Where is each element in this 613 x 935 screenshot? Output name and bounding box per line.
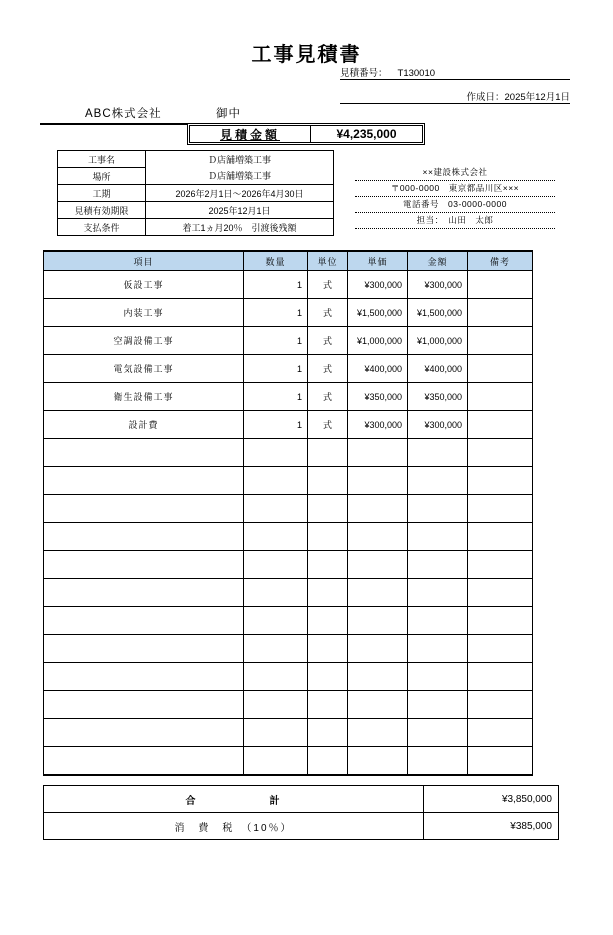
cell-note <box>468 271 533 299</box>
table-row <box>44 411 533 439</box>
info-row <box>58 219 334 236</box>
cell-price <box>348 523 408 551</box>
project-info-table <box>57 150 334 236</box>
info-row <box>58 151 334 168</box>
cell-item <box>44 607 244 635</box>
cell-qty <box>244 579 308 607</box>
cell-amount <box>408 747 468 776</box>
cell-unit <box>308 607 348 635</box>
cell-note <box>468 495 533 523</box>
info-value: 2025年12月1日 <box>146 202 334 219</box>
cell-amount: ¥350,000 <box>408 383 468 411</box>
cell-unit <box>308 691 348 719</box>
cell-amount <box>408 719 468 747</box>
table-row <box>44 299 533 327</box>
info-row <box>58 168 334 185</box>
cell-price: ¥1,500,000 <box>348 299 408 327</box>
cell-price: ¥350,000 <box>348 383 408 411</box>
cell-note <box>468 439 533 467</box>
cell-amount <box>408 579 468 607</box>
cell-unit: 式 <box>308 299 348 327</box>
table-row <box>44 635 533 663</box>
cell-price <box>348 579 408 607</box>
cell-qty: 1 <box>244 383 308 411</box>
cell-note <box>468 691 533 719</box>
cell-qty <box>244 747 308 776</box>
cell-qty <box>244 439 308 467</box>
cell-note <box>468 551 533 579</box>
cell-amount <box>408 663 468 691</box>
vendor-contact: 担当： 山田 太郎 <box>355 213 555 229</box>
cell-price: ¥300,000 <box>348 411 408 439</box>
cell-item <box>44 579 244 607</box>
cell-note <box>468 327 533 355</box>
info-label: 場所 <box>58 168 146 185</box>
cell-note <box>468 411 533 439</box>
cell-item <box>44 663 244 691</box>
line-items-table <box>43 250 533 776</box>
client-line <box>40 104 306 125</box>
cell-qty <box>244 607 308 635</box>
table-row <box>44 327 533 355</box>
column-header-item: 項目 <box>44 251 244 271</box>
cell-unit <box>308 495 348 523</box>
cell-item <box>44 495 244 523</box>
info-value: Ｄ店舗増築工事 <box>146 168 334 185</box>
line-items-body <box>44 271 533 776</box>
document-meta <box>340 62 570 104</box>
info-label: 支払条件 <box>58 219 146 236</box>
cell-amount: ¥300,000 <box>408 411 468 439</box>
cell-note <box>468 579 533 607</box>
cell-note <box>468 467 533 495</box>
cell-item: 空調設備工事 <box>44 327 244 355</box>
cell-note <box>468 299 533 327</box>
cell-item <box>44 467 244 495</box>
info-value: 2026年2月1日～2026年4月30日 <box>146 185 334 202</box>
cell-unit <box>308 439 348 467</box>
tax-row <box>44 813 559 840</box>
table-row <box>44 523 533 551</box>
cell-amount <box>408 551 468 579</box>
column-header-qty: 数量 <box>244 251 308 271</box>
cell-item: 電気設備工事 <box>44 355 244 383</box>
cell-item: 設計費 <box>44 411 244 439</box>
cell-qty: 1 <box>244 271 308 299</box>
estimate-number-label: 見積番号： <box>340 68 388 79</box>
table-row <box>44 383 533 411</box>
info-value: 着工1ヵ月20％ 引渡後残額 <box>146 219 334 236</box>
vendor-company: ××建設株式会社 <box>355 165 555 181</box>
cell-price: ¥300,000 <box>348 271 408 299</box>
cell-item <box>44 551 244 579</box>
table-row <box>44 355 533 383</box>
cell-price: ¥1,000,000 <box>348 327 408 355</box>
table-row <box>44 663 533 691</box>
column-header-note: 備考 <box>468 251 533 271</box>
cell-amount: ¥400,000 <box>408 355 468 383</box>
cell-qty: 1 <box>244 327 308 355</box>
info-row <box>58 202 334 219</box>
cell-price <box>348 467 408 495</box>
info-row <box>58 185 334 202</box>
table-row <box>44 747 533 776</box>
cell-qty <box>244 719 308 747</box>
cell-unit <box>308 719 348 747</box>
subtotal-label: 合 計 <box>44 786 424 813</box>
table-row <box>44 467 533 495</box>
cell-price: ¥400,000 <box>348 355 408 383</box>
table-row <box>44 495 533 523</box>
info-value: Ｄ店舗増築工事 <box>146 151 334 168</box>
cell-price <box>348 691 408 719</box>
cell-unit: 式 <box>308 327 348 355</box>
cell-item <box>44 747 244 776</box>
cell-qty <box>244 495 308 523</box>
cell-qty <box>244 523 308 551</box>
cell-unit <box>308 663 348 691</box>
cell-qty <box>244 551 308 579</box>
estimate-number-row <box>340 62 570 80</box>
estimate-number-value: T130010 <box>397 68 436 79</box>
cell-qty <box>244 663 308 691</box>
estimate-amount-label: 見積金額 <box>190 126 311 142</box>
cell-amount <box>408 523 468 551</box>
cell-unit <box>308 579 348 607</box>
cell-qty <box>244 691 308 719</box>
cell-item <box>44 691 244 719</box>
subtotal-row <box>44 786 559 813</box>
cell-price <box>348 495 408 523</box>
cell-unit: 式 <box>308 411 348 439</box>
cell-note <box>468 607 533 635</box>
table-row <box>44 691 533 719</box>
cell-amount <box>408 467 468 495</box>
cell-note <box>468 523 533 551</box>
cell-note <box>468 635 533 663</box>
table-row <box>44 551 533 579</box>
cell-unit <box>308 747 348 776</box>
cell-price <box>348 607 408 635</box>
issue-date-row <box>340 86 570 104</box>
table-row <box>44 579 533 607</box>
cell-amount <box>408 495 468 523</box>
cell-amount <box>408 635 468 663</box>
cell-unit <box>308 523 348 551</box>
cell-item <box>44 635 244 663</box>
subtotal-value: ¥3,850,000 <box>424 786 559 813</box>
cell-note <box>468 355 533 383</box>
table-row <box>44 271 533 299</box>
page-title: 工事見積書 <box>251 44 362 66</box>
cell-price <box>348 635 408 663</box>
issue-date-value: 作成日：2025年12月1日 <box>466 92 570 103</box>
info-label: 工期 <box>58 185 146 202</box>
cell-amount <box>408 607 468 635</box>
cell-item <box>44 719 244 747</box>
table-row <box>44 607 533 635</box>
estimate-amount-box <box>187 123 425 145</box>
cell-qty: 1 <box>244 355 308 383</box>
tax-value: ¥385,000 <box>424 813 559 840</box>
cell-amount: ¥1,500,000 <box>408 299 468 327</box>
totals-table <box>43 785 559 840</box>
cell-unit <box>308 635 348 663</box>
line-items-header-row <box>44 251 533 271</box>
cell-note <box>468 747 533 776</box>
cell-note <box>468 719 533 747</box>
cell-item: 内装工事 <box>44 299 244 327</box>
cell-item: 衛生設備工事 <box>44 383 244 411</box>
cell-price <box>348 747 408 776</box>
cell-qty <box>244 635 308 663</box>
cell-amount: ¥1,000,000 <box>408 327 468 355</box>
estimate-amount-inner <box>189 125 423 143</box>
column-header-unit: 単位 <box>308 251 348 271</box>
cell-item <box>44 523 244 551</box>
cell-price <box>348 439 408 467</box>
cell-note <box>468 383 533 411</box>
vendor-address: 〒000-0000 東京都品川区××× <box>355 181 555 197</box>
cell-unit: 式 <box>308 383 348 411</box>
tax-label: 消 費 税 （10％） <box>44 813 424 840</box>
table-row <box>44 719 533 747</box>
cell-item: 仮設工事 <box>44 271 244 299</box>
cell-item <box>44 439 244 467</box>
cell-qty: 1 <box>244 299 308 327</box>
cell-unit: 式 <box>308 271 348 299</box>
cell-price <box>348 663 408 691</box>
column-header-amount: 金額 <box>408 251 468 271</box>
vendor-info-block <box>355 165 555 229</box>
cell-price <box>348 551 408 579</box>
cell-amount: ¥300,000 <box>408 271 468 299</box>
cell-qty: 1 <box>244 411 308 439</box>
cell-price <box>348 719 408 747</box>
vendor-phone: 電話番号 03-0000-0000 <box>355 197 555 213</box>
cell-amount <box>408 691 468 719</box>
cell-unit <box>308 467 348 495</box>
cell-note <box>468 663 533 691</box>
cell-amount <box>408 439 468 467</box>
info-label: 工事名 <box>58 151 146 168</box>
cell-unit <box>308 551 348 579</box>
cell-qty <box>244 467 308 495</box>
info-label: 見積有効期限 <box>58 202 146 219</box>
cell-unit: 式 <box>308 355 348 383</box>
client-honorific: 御中 <box>216 108 241 120</box>
client-name: ABC株式会社 <box>85 108 162 120</box>
estimate-amount-value: ¥4,235,000 <box>336 127 397 141</box>
table-row <box>44 439 533 467</box>
column-header-price: 単価 <box>348 251 408 271</box>
